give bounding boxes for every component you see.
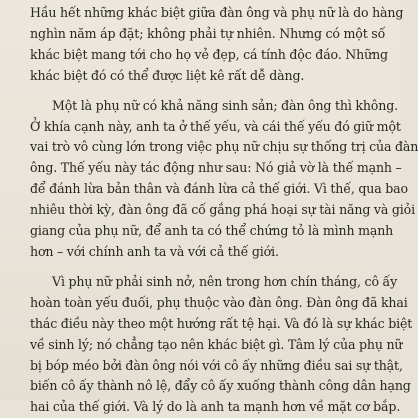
text-line: hơn – với chính anh ta và với cả thế giới.	[30, 243, 279, 259]
text-line: để đánh lừa bản thân và đánh lừa cả thế giới. Vì thế, qua bao	[30, 181, 408, 197]
text-line: giang của phụ nữ, để anh ta có thể chứng tỏ là mình mạnh	[30, 223, 394, 239]
text-line: khác biệt mang tới cho họ vẻ đẹp, cá tính độc đáo. Những	[30, 46, 388, 62]
text-line: bị bóp méo bởi đàn ông nói với cô ấy những điều sai sự thật,	[30, 357, 403, 373]
text-line: Ở khía cạnh này, anh ta ở thế yếu, và cái thế yếu đó giữ một	[30, 118, 401, 134]
text-line: biến cô ấy thành nô lệ, đẩy cô ấy xuống thành công dân hạng	[30, 378, 411, 394]
paragraph-2	[30, 96, 418, 263]
text-line: hoàn toàn yếu đuối, phụ thuộc vào đàn ông. Đàn ông đã khai	[30, 294, 408, 310]
text-line: nghìn năm áp đặt; không phải tự nhiên. Nhưng có một số	[30, 25, 386, 41]
text-line: ông. Thế yếu này tác động như sau: Nó giả vờ là thế mạnh –	[30, 160, 402, 176]
body-text	[30, 3, 418, 418]
text-line: về sinh lý; nó chẳng tạo nên khác biệt gì. Tâm lý của phụ nữ	[30, 336, 403, 352]
text-line: Một là phụ nữ có khả năng sinh sản; đàn ông thì không.	[52, 97, 398, 113]
paragraph-1	[30, 3, 404, 87]
text-line: vai trò vô cùng lớn trong việc phụ nữ chịu sự thống trị của đàn	[30, 139, 418, 155]
text-line: khác biệt đó có thể được liệt kê rất dễ dàng.	[30, 67, 305, 83]
text-line: thác điều này theo một hướng rất tệ hại. Và đó là sự khác biệt	[30, 315, 413, 331]
text-line: Vì phụ nữ phải sinh nở, nên trong hơn chín tháng, cô ấy	[52, 273, 398, 289]
text-line: nhiêu thời kỳ, đàn ông đã cố gắng phá hoại sự tài năng và giỏi	[30, 202, 415, 218]
paragraph-3	[30, 272, 413, 418]
text-line: Hầu hết những khác biệt giữa đàn ông và phụ nữ là do hàng	[30, 5, 404, 20]
text-line: hai của thế giới. Và lý do là anh ta mạnh hơn về mặt cơ bắp.	[30, 399, 401, 415]
